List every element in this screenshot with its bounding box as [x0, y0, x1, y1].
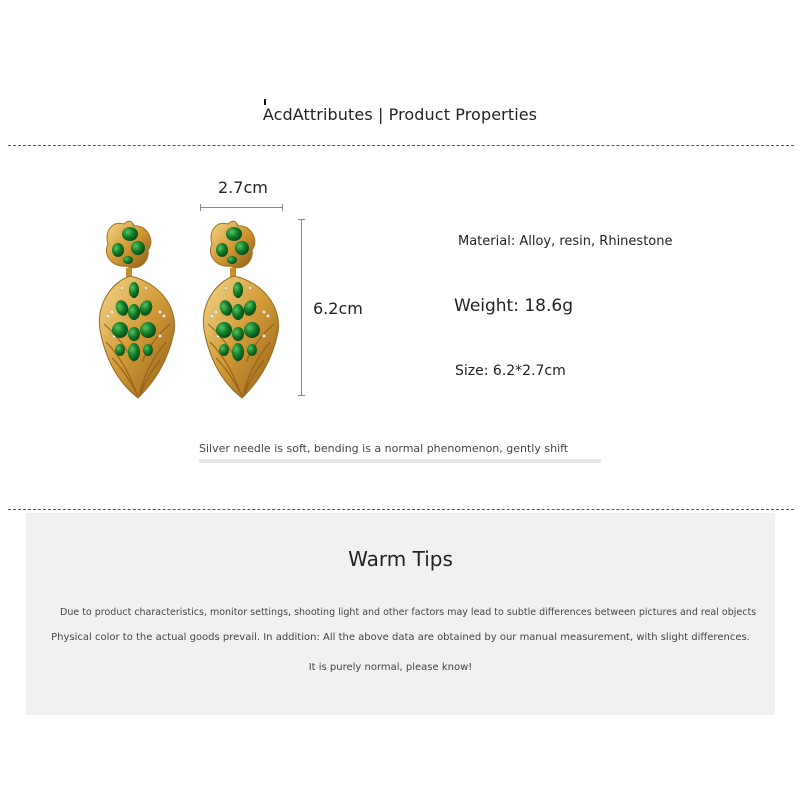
width-label: 2.7cm	[218, 178, 268, 197]
page-title: AcdAttributes | Product Properties	[0, 105, 800, 124]
earring-right	[203, 221, 278, 398]
width-tick-right	[282, 204, 283, 211]
height-label: 6.2cm	[313, 299, 363, 318]
width-tick-left	[200, 204, 201, 211]
warm-tips-title: Warm Tips	[348, 547, 453, 571]
height-tick-bottom	[298, 395, 305, 396]
material-text: Material: Alloy, resin, Rhinestone	[458, 234, 673, 249]
height-line	[301, 219, 302, 396]
tip-line-1: Due to product characteristics, monitor settings, shooting light and other factors may lead to subtle differences between pictures and real objects	[60, 607, 757, 618]
divider-bottom	[8, 509, 794, 510]
tip-line-2: Physical color to the actual goods prevail. In addition: All the above data are obtained by our manual measurement, with slight differences.	[51, 632, 750, 643]
earrings-image	[90, 210, 290, 405]
earring-left	[99, 221, 174, 398]
tip-line-3: It is purely normal, please know!	[308, 662, 473, 673]
note-underline	[199, 459, 601, 463]
height-tick-top	[298, 219, 305, 220]
needle-note: Silver needle is soft, bending is a normal phenomenon, gently shift	[199, 442, 569, 455]
size-text: Size: 6.2*2.7cm	[455, 363, 566, 379]
width-line	[200, 207, 283, 208]
title-mark	[264, 99, 266, 105]
weight-text: Weight: 18.6g	[454, 296, 573, 316]
divider-top	[8, 145, 794, 146]
